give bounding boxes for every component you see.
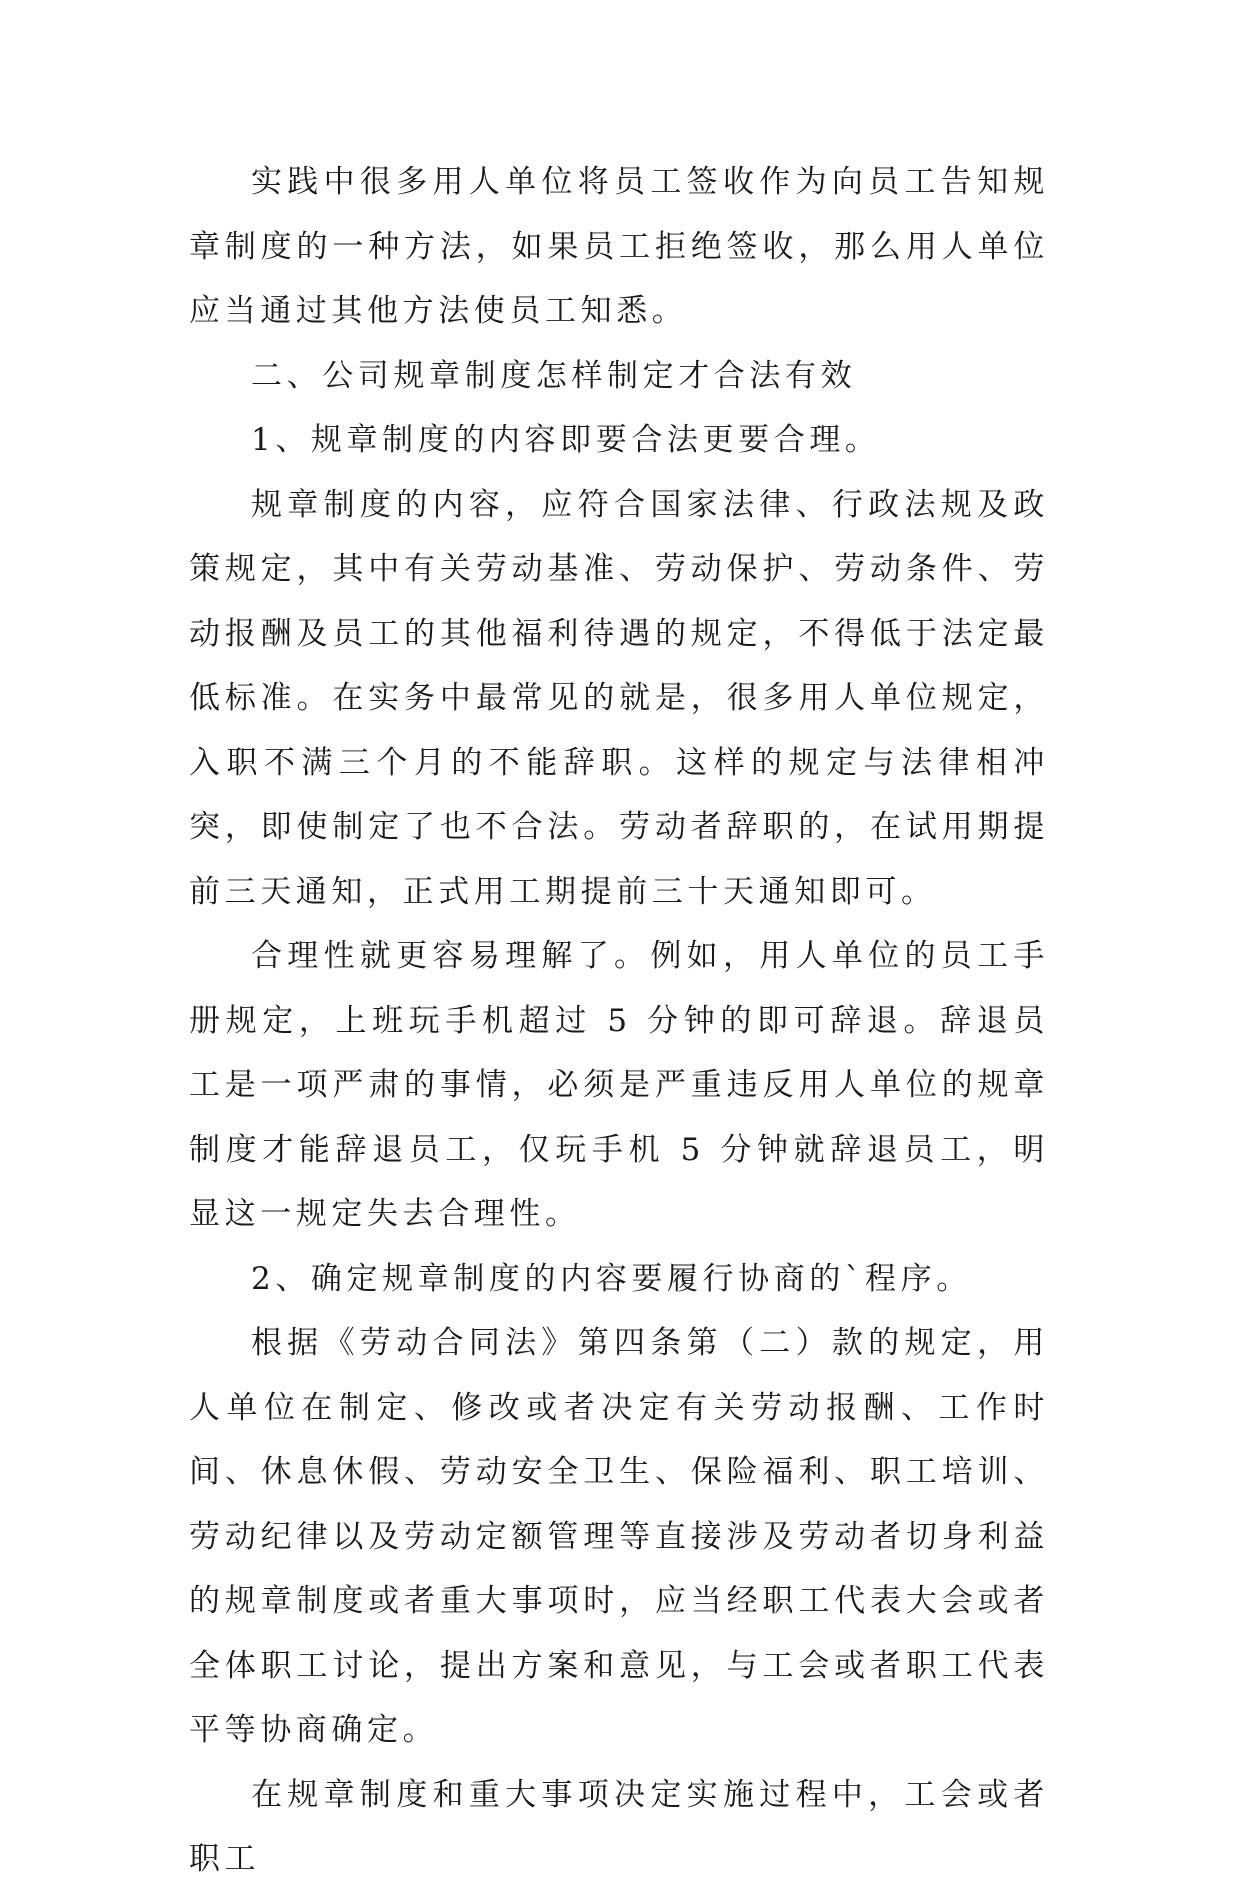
paragraph-implementation-process: 在规章制度和重大事项决定实施过程中，工会或者职工 — [189, 1776, 1049, 1877]
paragraph-signing-practice: 实践中很多用人单位将员工签收作为向员工告知规章制度的一种方法，如果员工拒绝签收，那么用人单位应当通过其他方法使员工知悉。 — [189, 164, 1049, 329]
section-heading-legal-validity: 二、公司规章制度怎样制定才合法有效 — [251, 357, 857, 394]
subheading-legal-and-reasonable: 1、规章制度的内容即要合法更要合理。 — [251, 422, 881, 458]
subheading-consultation-procedure: 2、确定规章制度的内容要履行协商的`程序。 — [251, 1260, 972, 1297]
paragraph-labor-contract-law: 根据《劳动合同法》第四条第（二）款的规定，用人单位在制定、修改或者决定有关劳动报酬、工作时间、休息休假、劳动安全卫生、保险福利、职工培训、劳动纪律以及劳动定额管理等直接涉及劳动者切身利益的规章制度或者重大事项时，应当经职工代表大会或者全体职工讨论，提出方案和意见，与工会或者职工代表平等协商确定。 — [189, 1325, 1049, 1748]
paragraph-content-legality: 规章制度的内容，应符合国家法律、行政法规及政策规定，其中有关劳动基准、劳动保护、劳动条件、劳动报酬及员工的其他福利待遇的规定，不得低于法定最低标准。在实务中最常见的就是，很多用人单位规定，入职不满三个月的不能辞职。这样的规定与法律相冲突，即使制定了也不合法。劳动者辞职的，在试用期提前三天通知，正式用工期提前三十天通知即可。 — [189, 486, 1049, 910]
document-body — [189, 150, 1049, 1892]
paragraph-reasonableness: 合理性就更容易理解了。例如，用人单位的员工手册规定，上班玩手机超过 5 分钟的即可辞退。辞退员工是一项严肃的事情，必须是严重违反用人单位的规章制度才能辞退员工，仅玩手机 5 分钟就辞退员工，明显这一规定失去合理性。 — [189, 938, 1049, 1232]
